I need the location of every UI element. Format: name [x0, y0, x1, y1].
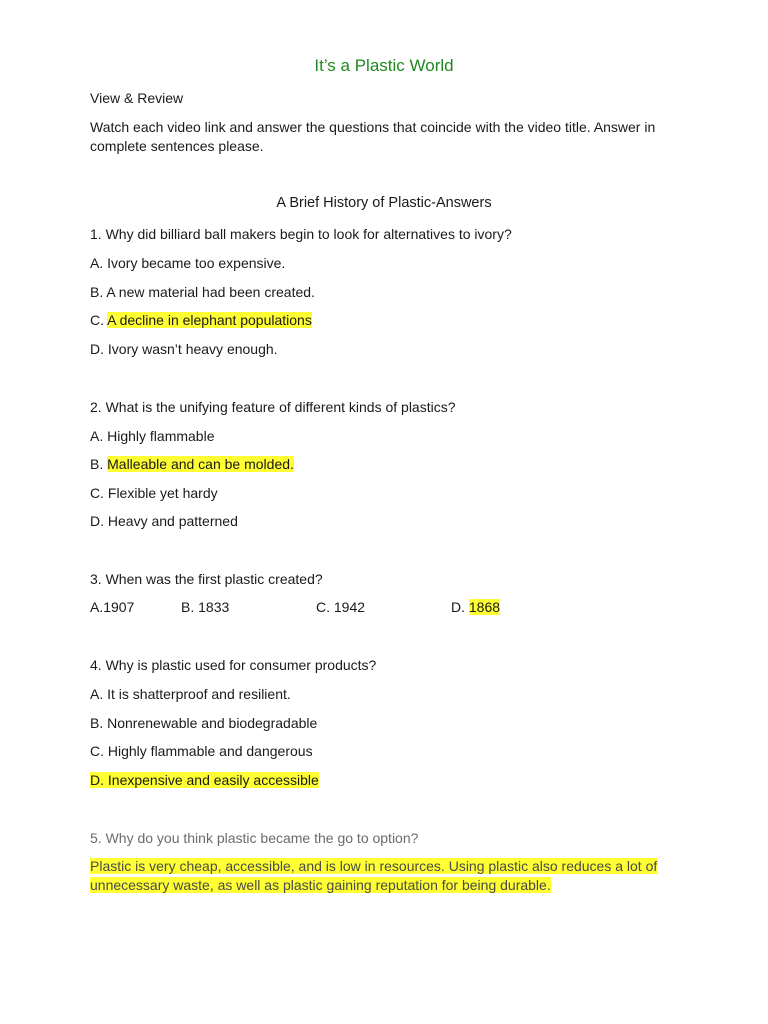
- q4-option-d: [90, 771, 319, 789]
- q1-correct-answer-highlight: A decline in elephant populations: [107, 312, 312, 328]
- question-3: 3. When was the first plastic created?: [90, 571, 323, 587]
- q2-option-d: D. Heavy and patterned: [90, 513, 238, 529]
- q3-option-d-prefix: D.: [451, 599, 469, 615]
- q3-correct-answer-highlight: 1868: [468, 599, 501, 615]
- q4-option-b: B. Nonrenewable and biodegradable: [90, 715, 318, 731]
- q2-option-b: [90, 455, 294, 473]
- q2-option-c: C. Flexible yet hardy: [90, 485, 218, 501]
- q3-option-c: C. 1942: [316, 599, 366, 615]
- q3-option-d: [451, 599, 500, 615]
- q4-correct-answer-highlight: D. Inexpensive and easily accessible: [90, 772, 319, 788]
- question-4: 4. Why is plastic used for consumer products?: [90, 657, 377, 673]
- document-title: It’s a Plastic World: [314, 56, 454, 75]
- q1-option-a: A. Ivory became too expensive.: [90, 255, 286, 271]
- q2-correct-answer-highlight: Malleable and can be molded.: [107, 456, 294, 472]
- q1-option-c-prefix: C.: [90, 312, 108, 328]
- q1-option-c: [90, 311, 312, 329]
- q1-option-d: D. Ivory wasn’t heavy enough.: [90, 341, 278, 357]
- question-1: 1. Why did billiard ball makers begin to look for alternatives to ivory?: [90, 226, 512, 242]
- question-5: 5. Why do you think plastic became the go to option?: [90, 830, 419, 846]
- question-2: 2. What is the unifying feature of different kinds of plastics?: [90, 399, 456, 415]
- q5-answer-highlight: Plastic is very cheap, accessible, and is low in resources. Using plastic also reduces a lot of unnecessary waste, as well as plastic gaining reputation for being durable.: [90, 858, 658, 893]
- section-label: View & Review: [90, 90, 184, 106]
- q2-option-b-prefix: B.: [90, 456, 108, 472]
- q4-option-a: A. It is shatterproof and resilient.: [90, 686, 291, 702]
- q4-option-c: C. Highly flammable and dangerous: [90, 743, 313, 759]
- q1-option-b: B. A new material had been created.: [90, 284, 315, 300]
- q3-option-b: B. 1833: [181, 599, 230, 615]
- q2-option-a: A. Highly flammable: [90, 428, 215, 444]
- instructions-paragraph: Watch each video link and answer the questions that coincide with the video title. Answer in complete sentences please.: [90, 119, 656, 154]
- q3-option-a: A.1907: [90, 599, 135, 615]
- section-subtitle: A Brief History of Plastic-Answers: [276, 195, 492, 211]
- q5-answer-paragraph: [90, 857, 660, 895]
